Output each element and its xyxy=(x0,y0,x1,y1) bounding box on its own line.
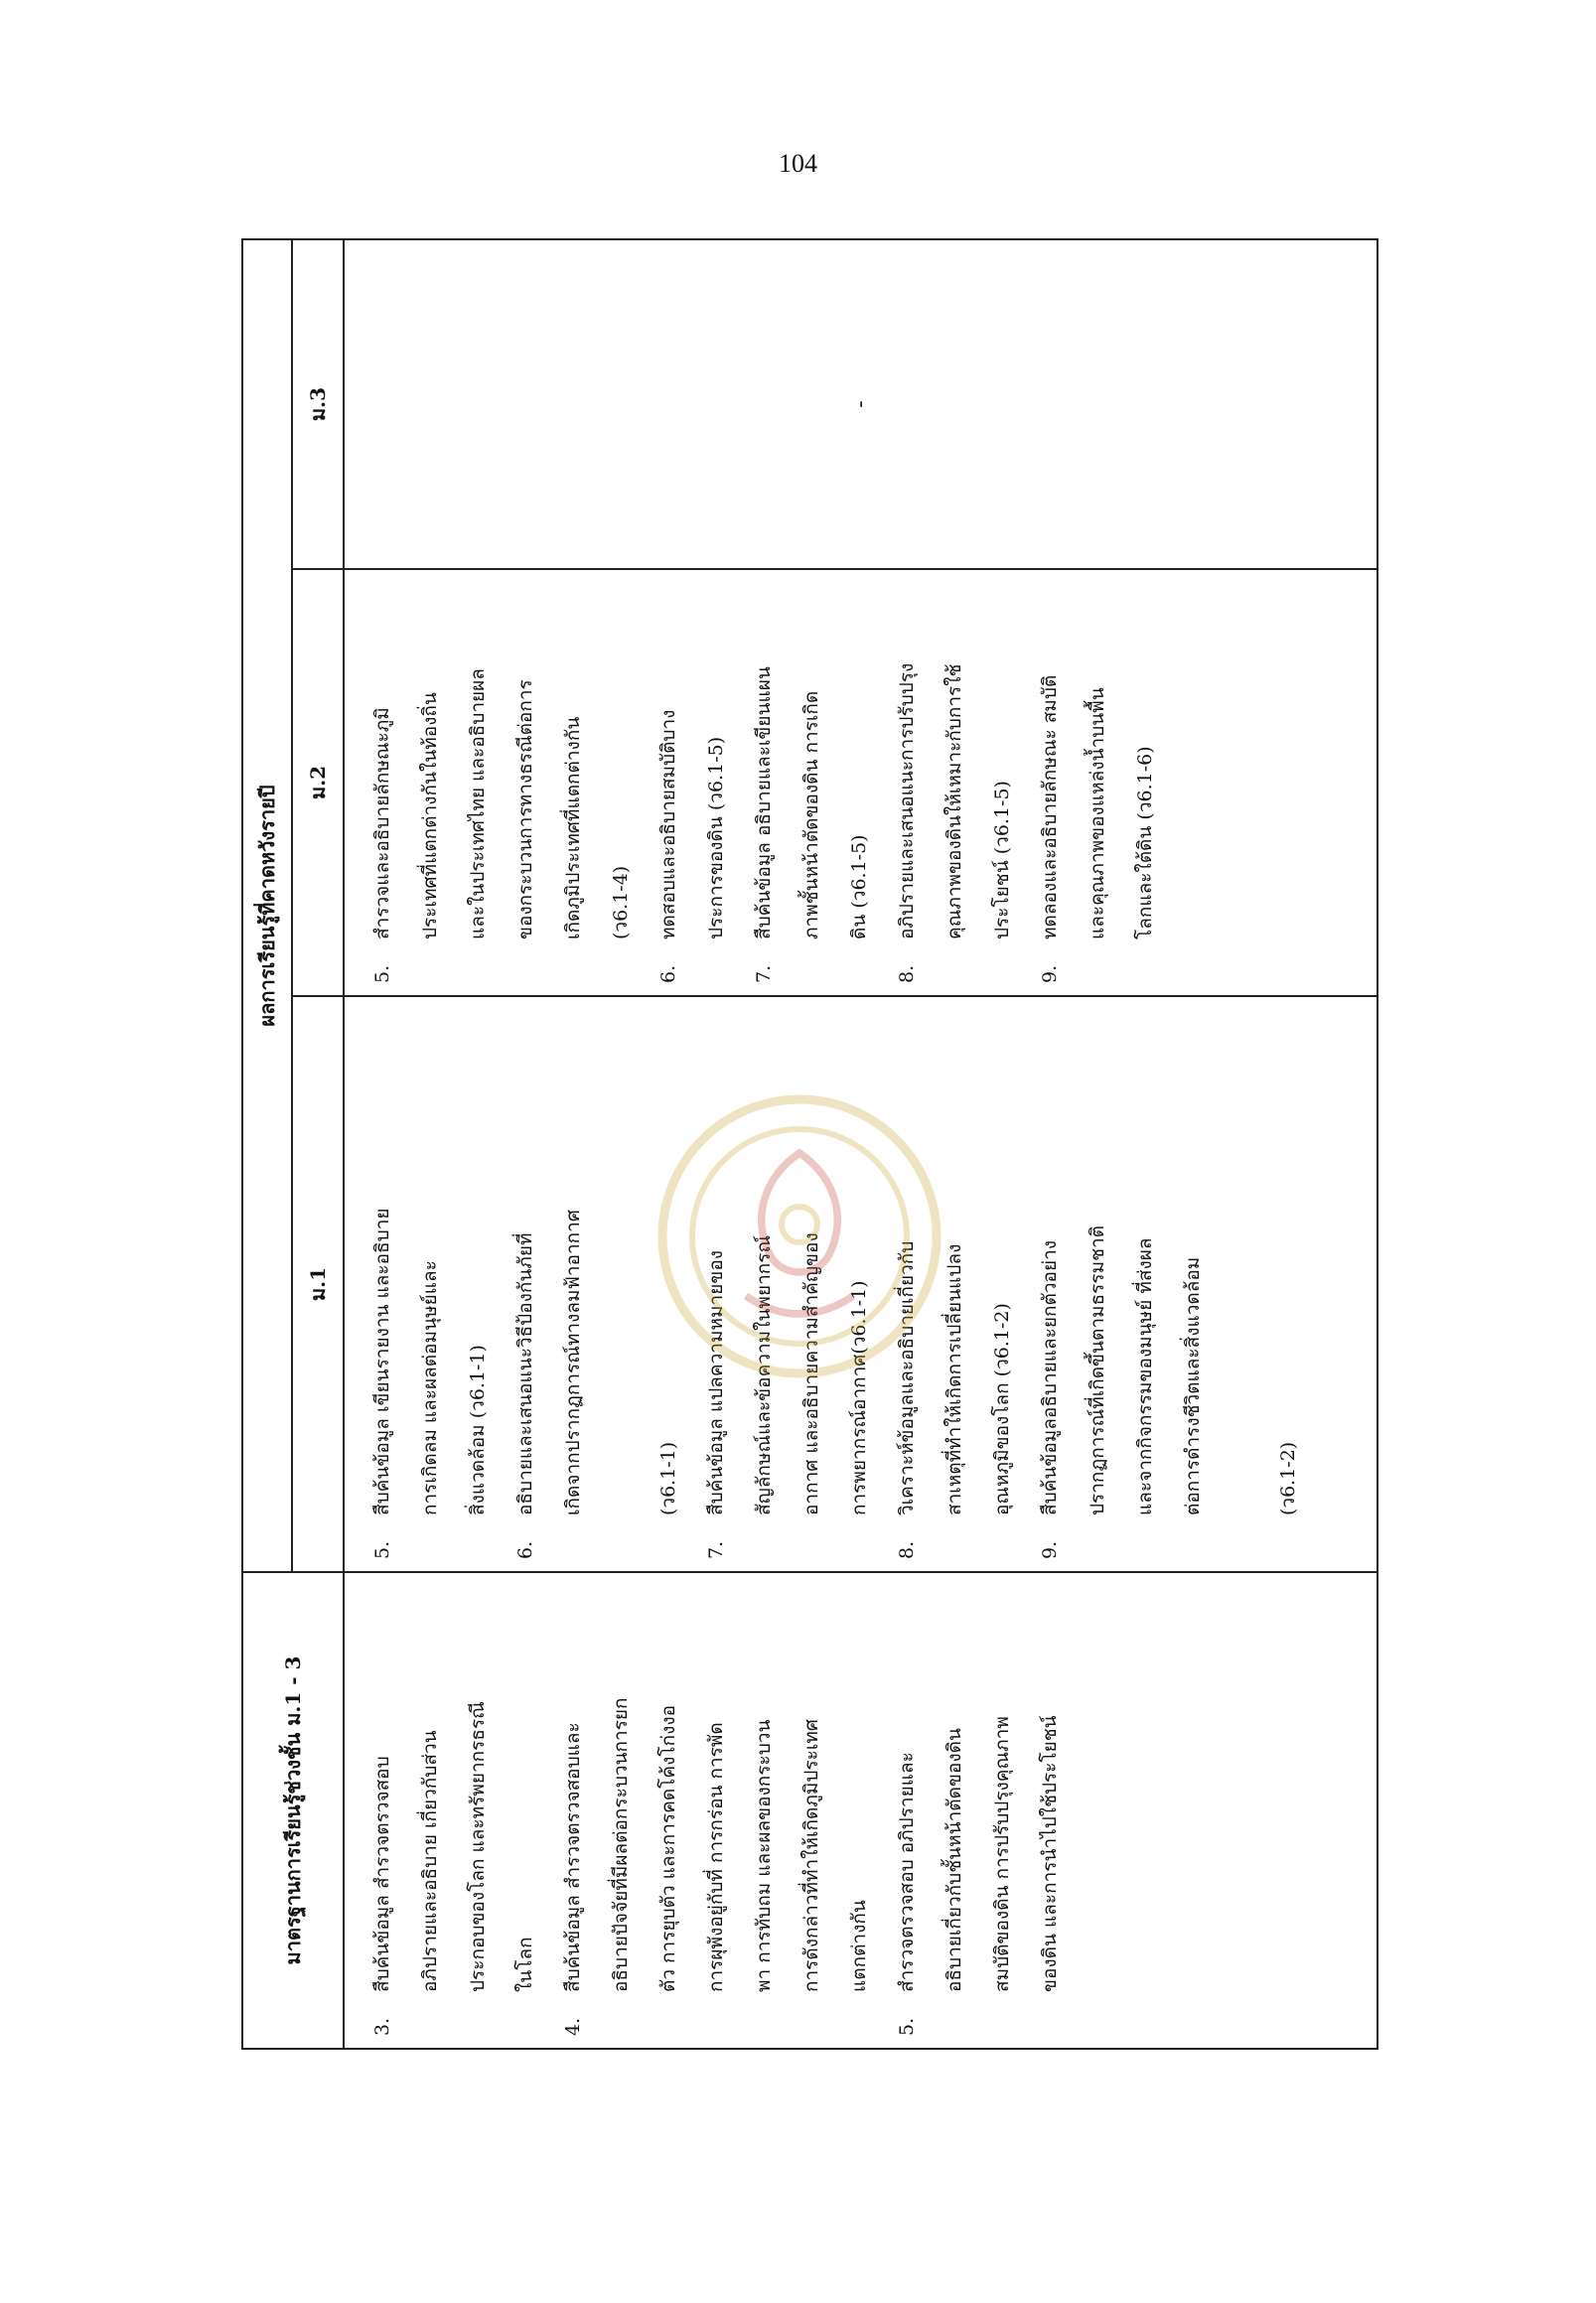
item-line: โลกและใต้ดิน (ว6.1-6) xyxy=(1134,746,1156,939)
item-line: (ว6.1-4) xyxy=(610,865,632,939)
item-line: ดิน (ว6.1-5) xyxy=(848,834,870,939)
item-number: 7. xyxy=(753,964,775,983)
item-line: สำรวจตรวจสอบ อภิปรายและ xyxy=(896,1752,918,1992)
item-line: อธิบายปัจจัยที่มีผลต่อกระบวนการยก xyxy=(610,1697,632,1992)
item-line: วิเคราะห์ข้อมูลและอธิบายเกี่ยวกับ xyxy=(896,1240,918,1515)
list-item xyxy=(359,1589,406,2036)
item-line: (ว6.1-2) xyxy=(1277,1441,1299,1515)
item-line: สาเหตุที่ทำให้เกิดการเปลี่ยนแปลง xyxy=(943,1243,965,1515)
item-number: 3. xyxy=(371,2017,393,2036)
item-line: การเกิดลม และผลต่อมนุษย์และ xyxy=(419,1260,441,1515)
list-item xyxy=(883,1589,931,2036)
item-line: อภิปรายและอธิบาย เกี่ยวกับส่วน xyxy=(419,1730,441,1992)
item-line: ภาพชั้นหน้าตัดของดิน การเกิด xyxy=(800,690,822,939)
list-item xyxy=(359,586,406,983)
column-m3: ม.3 xyxy=(292,239,344,569)
item-number: 9. xyxy=(1039,1540,1061,1559)
item-number: 8. xyxy=(896,1540,918,1559)
item-line: และคุณภาพของแหล่งน้ำบนพื้น xyxy=(1087,687,1108,939)
list-item xyxy=(645,586,692,983)
header-outcomes: ผลการเรียนรู้ที่คาดหวังรายปี xyxy=(242,239,292,1572)
column-m2: ม.2 xyxy=(292,569,344,996)
m3-cell: - xyxy=(344,239,1378,569)
item-line: ปรากฏการณ์ที่เกิดขึ้นตามธรรมชาติ xyxy=(1087,1224,1108,1515)
item-line: สืบค้นข้อมูล แปลความหมายของ xyxy=(705,1249,727,1515)
item-number: 6. xyxy=(657,964,679,983)
item-number: 5. xyxy=(896,2017,918,2036)
item-number: 6. xyxy=(514,1540,536,1559)
item-line: ประโยชน์ (ว6.1-5) xyxy=(991,781,1013,939)
item-line: ประเทศที่แตกต่างกันในท้องถิ่น xyxy=(419,692,441,939)
item-line: การพยากรณ์อากาศ(ว6.1-1) xyxy=(848,1280,870,1515)
item-line: และจากกิจกรรมของมนุษย์ ที่ส่งผล xyxy=(1134,1237,1156,1515)
list-item xyxy=(502,1013,549,1559)
list-item xyxy=(549,1589,597,2036)
standard-cell xyxy=(344,1572,1378,2049)
list-item xyxy=(883,586,931,983)
item-number: 9. xyxy=(1039,964,1061,983)
item-line: ต่อการดำรงชีวิตและสิ่งแวดล้อม xyxy=(1182,1256,1204,1515)
item-line: อุณหภูมิของโลก (ว6.1-2) xyxy=(991,1303,1013,1515)
item-line: อากาศ และอธิบายความสำคัญของ xyxy=(800,1232,822,1515)
item-line: ในโลก xyxy=(514,1937,536,1992)
item-line: (ว6.1-1) xyxy=(657,1441,679,1515)
list-item xyxy=(1026,586,1074,983)
item-line: ของดิน และการนำไปใช้ประโยชน์ xyxy=(1039,1715,1061,1992)
item-number: 7. xyxy=(705,1540,727,1559)
item-line: พา การทับถม และผลของกระบวน xyxy=(753,1719,775,1992)
item-line: สิ่งแวดล้อม (ว6.1-1) xyxy=(467,1345,489,1515)
column-m1: ม.1 xyxy=(292,996,344,1572)
page-number: 104 xyxy=(779,149,817,178)
item-line: ทดสอบและอธิบายสมบัติบาง xyxy=(657,709,679,939)
item-line: สืบค้นข้อมูล สำรวจตรวจสอบ xyxy=(371,1756,393,1992)
item-line: การดังกล่าวที่ทำให้เกิดภูมิประเทศ xyxy=(800,1719,822,1992)
item-number: 8. xyxy=(896,964,918,983)
item-line: สืบค้นข้อมูล เขียนรายงาน และอธิบาย xyxy=(371,1208,393,1515)
item-line: สำรวจและอธิบายลักษณะภูมิ xyxy=(371,707,393,939)
item-line: ตัว การยุบตัว และการคดโค้งโก่งงอ xyxy=(657,1704,679,1992)
item-line xyxy=(597,1013,645,1559)
item-line: อธิบายและเสนอแนะวิธีป้องกันภัยที่ xyxy=(514,1232,536,1515)
item-line: เกิดภูมิประเทศที่แตกต่างกัน xyxy=(562,716,584,939)
curriculum-table xyxy=(241,238,1378,2050)
item-line: เกิดจากปรากฏการณ์ทางลมฟ้าอากาศ xyxy=(562,1210,584,1515)
item-line xyxy=(1217,1013,1264,1559)
item-line: คุณภาพของดินให้เหมาะกับการใช้ xyxy=(943,663,965,939)
item-line: สืบค้นข้อมูลอธิบายและยกตัวอย่าง xyxy=(1039,1239,1061,1515)
item-line: สัญลักษณ์และข้อความในพยากรณ์ xyxy=(753,1234,775,1515)
item-line: และในประเทศไทย และอธิบายผล xyxy=(467,668,489,939)
item-line: สืบค้นข้อมูล สำรวจตรวจสอบและ xyxy=(562,1722,584,1992)
item-line: ทดลองและอธิบายลักษณะ สมบัติ xyxy=(1039,674,1061,939)
item-line: ประกอบของโลก และทรัพยากรธรณี xyxy=(467,1701,489,1992)
item-number: 5. xyxy=(371,1540,393,1559)
list-item xyxy=(1026,1013,1074,1559)
item-line: การผุพังอยู่กับที่ การกร่อน การพัด xyxy=(705,1722,727,1992)
item-line: สมบัติของดิน การปรับปรุงคุณภาพ xyxy=(991,1716,1013,1992)
rotated-table-container xyxy=(241,240,1378,2050)
item-number: 4. xyxy=(562,2017,584,2036)
m2-cell xyxy=(344,569,1378,996)
list-item xyxy=(692,1013,740,1559)
item-line: แตกต่างกัน xyxy=(848,1900,870,1992)
m1-cell xyxy=(344,996,1378,1572)
item-line: ประการของดิน (ว6.1-5) xyxy=(705,736,727,939)
list-item xyxy=(359,1013,406,1559)
item-line: สืบค้นข้อมูล อธิบายและเขียนแผน xyxy=(753,666,775,939)
item-line: อภิปรายและเสนอแนะการปรับปรุง xyxy=(896,662,918,939)
item-line: อธิบายเกี่ยวกับชั้นหน้าตัดของดิน xyxy=(943,1728,965,1992)
list-item xyxy=(740,586,788,983)
item-number: 5. xyxy=(371,964,393,983)
header-standard: มาตรฐานการเรียนรู้ช่วงชั้น ม.1 - 3 xyxy=(242,1572,344,2049)
item-line: ของกระบวนการทางธรณีต่อการ xyxy=(514,679,536,939)
list-item xyxy=(883,1013,931,1559)
